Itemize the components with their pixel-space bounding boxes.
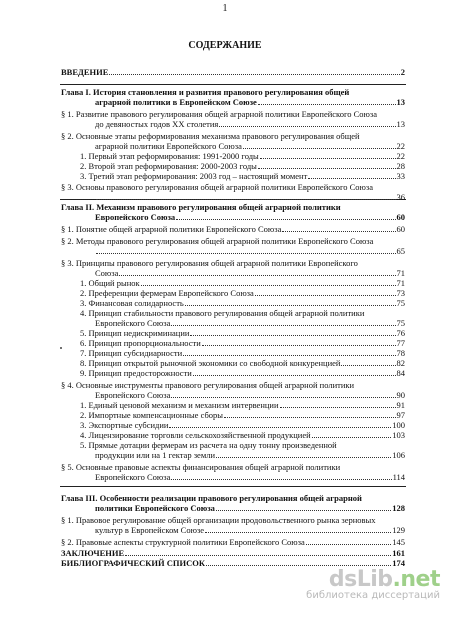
toc-entry-page: 100 (392, 420, 405, 430)
toc-entry (61, 67, 405, 77)
toc-entry-title: § 2. Методы правового регулирования общей аграрной политики Европейского Союза (61, 236, 374, 246)
toc-entry-page: 71 (396, 278, 405, 288)
toc-entry (95, 119, 405, 129)
toc-entry-page: 60 (396, 212, 405, 222)
toc-entry-title: 4. Лицензирование торговли сельскохозяйственной продукцией (80, 430, 311, 440)
toc-entry (80, 161, 405, 171)
toc-entry-title: ВВЕДЕНИЕ (61, 67, 109, 77)
toc-entry (61, 131, 360, 141)
toc-entry-title: Европейского Союза (95, 390, 171, 400)
toc-entry-title: 3. Экспортные субсидии (80, 420, 169, 430)
toc-entry-title: 5. Прямые дотации фермерам из расчета на одну тонну произведенной (80, 440, 337, 450)
toc-entry-page: 65 (396, 246, 405, 256)
toc-entry (95, 390, 405, 400)
toc-entry (61, 380, 354, 390)
toc-entry-title: 8. Принцип открытой рыночной экономики со свободной конкуренцией (80, 358, 341, 368)
toc-entry-title: ЗАКЛЮЧЕНИЕ (61, 548, 125, 558)
toc-entry-title: продукции или на 1 гектар земли (95, 450, 215, 460)
toc-entry-title: § 3. Принципы правового регулирования общей аграрной политики Европейского (61, 258, 358, 268)
toc-entry (80, 430, 405, 440)
toc-dot-leader (169, 427, 391, 428)
toc-entry (95, 141, 405, 151)
toc-dot-leader (258, 104, 396, 105)
toc-entry (61, 493, 362, 503)
toc-entry-page: 77 (396, 338, 405, 348)
toc-entry-page: 84 (396, 368, 405, 378)
toc-entry (61, 515, 376, 525)
toc-dot-leader (202, 345, 396, 346)
toc-entry-title: 2. Импортные компенсационные сборы (80, 410, 223, 420)
toc-entry (80, 410, 405, 420)
toc-dot-leader (96, 253, 396, 254)
toc-entry-page: 128 (392, 503, 405, 513)
toc-entry-title: до девяностых годов XX столетия (95, 119, 219, 129)
toc-dot-leader (224, 417, 396, 418)
toc-entry (80, 440, 337, 450)
toc-entry-title: Глава III. Особенности реализации правового регулирования общей аграрной (61, 493, 362, 503)
toc-entry-page: 33 (396, 171, 405, 181)
toc-entry-title: 6. Принцип пропорциональности (80, 338, 201, 348)
toc-dot-leader (206, 565, 391, 566)
toc-entry-page: 114 (392, 472, 405, 482)
toc-entry-page: 75 (396, 298, 405, 308)
toc-entry (80, 400, 405, 410)
toc-dot-leader (193, 375, 396, 376)
toc-entry-title: § 2. Правовые аспекты структурной политики Европейского Союза (61, 537, 305, 547)
toc-dot-leader (171, 397, 395, 398)
toc-entry-page: 22 (396, 141, 405, 151)
watermark-logo: dsLib.net (328, 567, 440, 592)
toc-entry-page: 13 (396, 97, 405, 107)
toc-dot-leader (216, 457, 391, 458)
toc-entry (61, 537, 405, 547)
watermark-subtitle: библиотека диссертаций (306, 590, 440, 601)
toc-entry-page: 161 (392, 548, 405, 558)
toc-entry (95, 97, 405, 107)
toc-entry-title: Глава II. Механизм правового регулирования общей аграрной политики (61, 202, 341, 212)
toc-dot-leader (258, 168, 396, 169)
toc-entry-title: культур в Европейском Союзе (95, 525, 205, 535)
toc-entry (95, 318, 405, 328)
toc-entry (61, 236, 373, 246)
toc-entry (95, 268, 405, 278)
toc-entry (80, 308, 364, 318)
toc-dot-leader (176, 219, 395, 220)
toc-entry (61, 182, 373, 192)
toc-entry (80, 298, 405, 308)
toc-dot-leader (205, 532, 391, 533)
toc-dot-leader (255, 295, 396, 296)
toc-entry-page: 145 (392, 537, 405, 547)
toc-entry (80, 278, 405, 288)
toc-entry-title: § 1. Развитие правового регулирования общей аграрной политики Европейского Союза (61, 109, 378, 119)
toc-dot-leader (312, 437, 392, 438)
toc-entry-page: 106 (392, 450, 405, 460)
toc-entry (80, 420, 405, 430)
toc-entry (95, 525, 405, 535)
toc-entry-page: 78 (396, 348, 405, 358)
toc-entry-page: 90 (396, 390, 405, 400)
toc-entry-page: 36 (396, 192, 405, 202)
toc-dot-leader (341, 365, 395, 366)
toc-entry-page: 103 (392, 430, 405, 440)
toc-dot-leader (171, 479, 391, 480)
page-title: СОДЕРЖАНИЕ (188, 40, 262, 51)
toc-entry (61, 258, 358, 268)
toc-entry (61, 202, 341, 212)
toc-entry (95, 503, 405, 513)
toc-entry (61, 548, 405, 558)
toc-entry-page: 28 (396, 161, 405, 171)
toc-entry-page: 75 (396, 318, 405, 328)
toc-entry-title: 1. Общий рынок (80, 278, 140, 288)
toc-entry (80, 368, 405, 378)
toc-dot-leader (260, 158, 396, 159)
toc-entry (95, 192, 405, 202)
toc-dot-leader (185, 305, 396, 306)
toc-entry-title: БИБЛИОГРАФИЧЕСКИЙ СПИСОК (61, 558, 206, 568)
toc-entry-title: § 1. Понятие общей аграрной политики Европейского Союза (61, 224, 282, 234)
page-number: 1 (222, 3, 228, 14)
toc-entry-title: 3. Финансовая солидарность (80, 298, 184, 308)
toc-dot-leader (96, 199, 396, 200)
toc-dot-leader (190, 335, 395, 336)
toc-entry-page: 60 (396, 224, 405, 234)
toc-entry (80, 328, 405, 338)
toc-entry-page: 13 (396, 119, 405, 129)
toc-entry (95, 246, 405, 256)
separator-line (60, 486, 406, 487)
toc-entry-title: Европейского Союза (95, 318, 171, 328)
toc-entry-title: § 1. Правовое регулирование общей организации продовольственного рынка зерновых (61, 515, 376, 525)
toc-dot-leader (306, 544, 391, 545)
toc-entry (80, 171, 405, 181)
toc-dot-leader (308, 178, 395, 179)
toc-dot-leader (243, 148, 396, 149)
toc-entry (80, 358, 405, 368)
toc-entry (80, 151, 405, 161)
toc-entry-title: § 3. Основы правового регулирования общей аграрной политики Европейского Союза (61, 182, 374, 192)
toc-entry (95, 212, 405, 222)
toc-entry (61, 224, 405, 234)
toc-entry-title: 9. Принцип предосторожности (80, 368, 192, 378)
toc-dot-leader (109, 74, 399, 75)
toc-dot-leader (125, 555, 391, 556)
watermark (306, 567, 440, 601)
toc-entry-page: 71 (396, 268, 405, 278)
toc-entry-page: 82 (396, 358, 405, 368)
toc-entry (61, 109, 377, 119)
toc-entry-page: 2 (400, 67, 405, 77)
toc-entry-page: 129 (392, 525, 405, 535)
toc-entry (80, 338, 405, 348)
toc-entry-title: 5. Принцип недискриминации (80, 328, 190, 338)
toc-entry-title: аграрной политики в Европейском Союзе (95, 97, 257, 107)
toc-dot-leader (171, 325, 395, 326)
toc-entry-title: 1. Единый ценовой механизм и механизм интервенции (80, 400, 279, 410)
toc-dot-leader (219, 126, 395, 127)
toc-dot-leader (183, 355, 395, 356)
toc-dot-leader (216, 510, 391, 511)
toc-entry (95, 472, 405, 482)
toc-entry-title: 2. Преференции фермерам Европейского Союза (80, 288, 254, 298)
toc-entry-title: 3. Третий этап реформирования: 2003 год – настоящий момент (80, 171, 308, 181)
toc-entry-title: 4. Принцип стабильности правового регулирования общей аграрной политики (80, 308, 365, 318)
toc-entry-title: политики Европейского Союза (95, 503, 215, 513)
toc-dot-leader (141, 285, 396, 286)
toc-entry (80, 288, 405, 298)
toc-entry-title: § 2. Основные этапы реформирования механизма правового регулирования общей (61, 131, 360, 141)
toc-entry-title: Европейского Союза (95, 212, 176, 222)
toc-entry (80, 348, 405, 358)
toc-entry-title: Европейского Союза (95, 472, 171, 482)
toc-entry-title: § 5. Основные правовые аспекты финансирования общей аграрной политики (61, 462, 341, 472)
separator-line (60, 84, 406, 85)
toc-entry-title: § 4. Основные инструменты правового регулирования общей аграрной политики (61, 380, 355, 390)
toc-entry-title: Глава I. История становления и развития правового регулирования общей (61, 87, 350, 97)
toc-dot-leader (282, 231, 395, 232)
toc-dot-leader (280, 407, 396, 408)
toc-entry-page: 174 (392, 558, 405, 568)
toc-entry-page: 22 (396, 151, 405, 161)
toc-entry-title: 2. Второй этап реформирования: 2000-2003 годы (80, 161, 257, 171)
toc-dot-leader (119, 275, 395, 276)
toc-entry (95, 450, 405, 460)
toc-entry-title: 1. Первый этап реформирования: 1991-2000 годы (80, 151, 259, 161)
toc-entry-page: 76 (396, 328, 405, 338)
toc-entry-title: 7. Принцип субсидиарности (80, 348, 183, 358)
scan-speck (60, 347, 62, 349)
toc-entry-page: 97 (396, 410, 405, 420)
toc-entry-page: 73 (396, 288, 405, 298)
toc-entry-title: Союза (95, 268, 119, 278)
toc-entry (61, 462, 340, 472)
toc-entry-page: 91 (396, 400, 405, 410)
toc-entry-title: аграрной политики Европейского Союза (95, 141, 242, 151)
toc-entry (61, 87, 349, 97)
